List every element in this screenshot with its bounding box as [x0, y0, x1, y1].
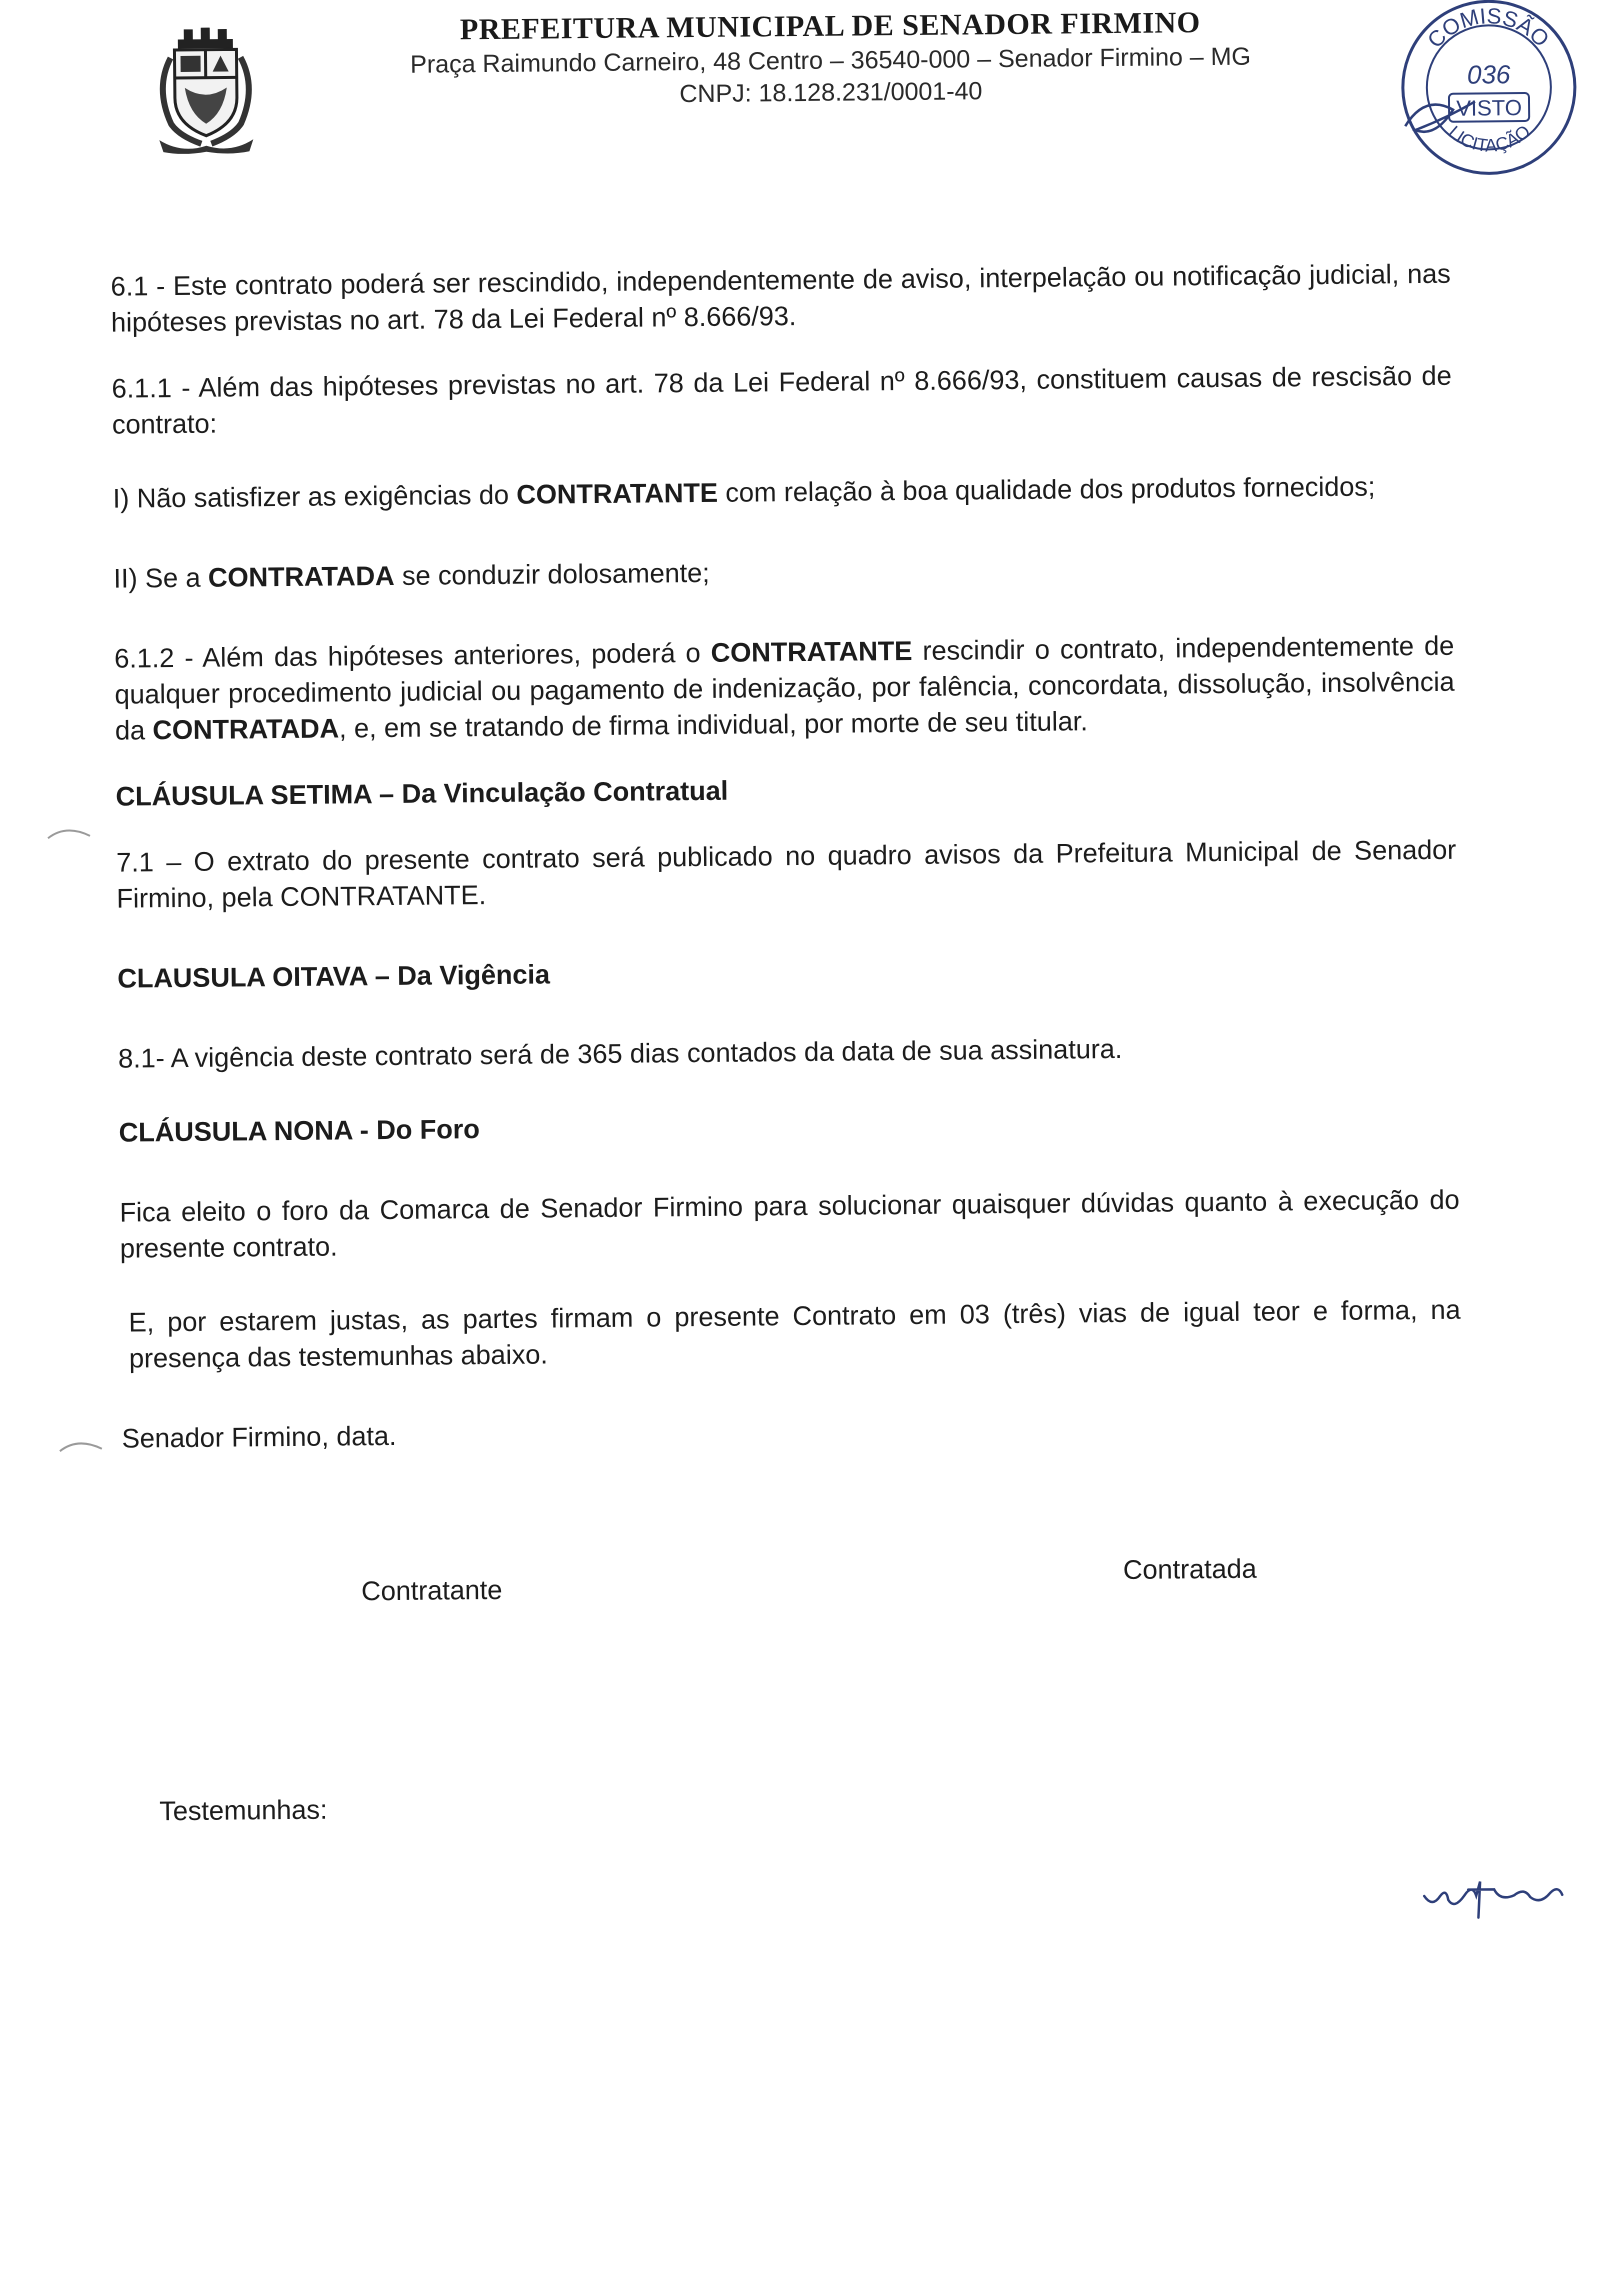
paragraph-7-1: 7.1 – O extrato do presente contrato será publicado no quadro avisos da Prefeitura Municipal de Senador Firmino, pela CONTRATANTE.	[116, 832, 1457, 917]
stamp-top-text: COMISSÃO	[1422, 2, 1554, 52]
signature-contratante: Contratante	[361, 1575, 502, 1607]
municipal-crest-icon	[150, 27, 261, 156]
contratante-emphasis: CONTRATANTE	[516, 478, 718, 510]
svg-text:COMISSÃO	[1422, 2, 1554, 52]
organization-cnpj: CNPJ: 18.128.231/0001-40	[331, 74, 1331, 113]
item-i: I) Não satisfizer as exigências do CONTRATANTE com relação à boa qualidade dos produtos fornecidos;	[113, 468, 1453, 517]
margin-mark-icon	[58, 1435, 104, 1455]
commission-stamp	[1394, 0, 1584, 178]
handwritten-initials-icon	[1418, 1855, 1579, 1927]
letterhead	[330, 5, 1331, 113]
clause-7-title: CLÁUSULA SETIMA – Da Vinculação Contratual	[115, 766, 1455, 815]
organization-address: Praça Raimundo Carneiro, 48 Centro – 36540-000 – Senador Firmino – MG	[330, 42, 1330, 81]
clause-8-title: CLAUSULA OITAVA – Da Vigência	[117, 948, 1457, 997]
witnesses-label: Testemunhas:	[159, 1795, 327, 1828]
clause-9-title: CLÁUSULA NONA - Do Foro	[119, 1102, 1459, 1151]
contract-body	[111, 256, 1462, 1457]
paragraph-6-1-1: 6.1.1 - Além das hipóteses previstas no art. 78 da Lei Federal nº 8.666/93, constituem causas de rescisão de contrato:	[112, 358, 1453, 443]
stamp-visto: VISTO	[1456, 95, 1522, 121]
paragraph-8-1: 8.1- A vigência deste contrato será de 365 dias contados da data de sua assinatura.	[118, 1028, 1458, 1077]
paragraph-6-1-2: 6.1.2 - Além das hipóteses anteriores, poderá o CONTRATANTE rescindir o contrato, independentemente de qualquer procedimento judicial ou pagamento de indenização, por falência, concordata, dissolução, insolvência da CONTRATADA, e, em se tratando de firma individual, por morte de seu titular.	[114, 628, 1455, 749]
paragraph-6-1: 6.1 - Este contrato poderá ser rescindido, independentemente de aviso, interpelação ou notificação judicial, nas hipóteses previstas no art. 78 da Lei Federal nº 8.666/93.	[111, 256, 1452, 341]
place-and-date: Senador Firmino, data.	[122, 1408, 1462, 1457]
svg-text:LICITAÇÃO	[1444, 121, 1534, 156]
stamp-number: 036	[1467, 59, 1511, 89]
stamp-bottom-text: LICITAÇÃO	[1444, 121, 1534, 156]
signature-contratada: Contratada	[1123, 1554, 1257, 1586]
closing-paragraph: E, por estarem justas, as partes firmam o presente Contrato em 03 (três) vias de igual teor e forma, na presença das testemunhas abaixo.	[120, 1292, 1461, 1377]
organization-name: PREFEITURA MUNICIPAL DE SENADOR FIRMINO	[330, 5, 1330, 49]
paragraph-9: Fica eleito o foro da Comarca de Senador Firmino para solucionar quaisquer dúvidas quanto à execução do presente contrato.	[119, 1182, 1460, 1267]
margin-mark-icon	[46, 822, 92, 842]
contratada-emphasis: CONTRATADA	[208, 561, 395, 593]
item-ii: II) Se a CONTRATADA se conduzir dolosamente;	[113, 548, 1453, 597]
